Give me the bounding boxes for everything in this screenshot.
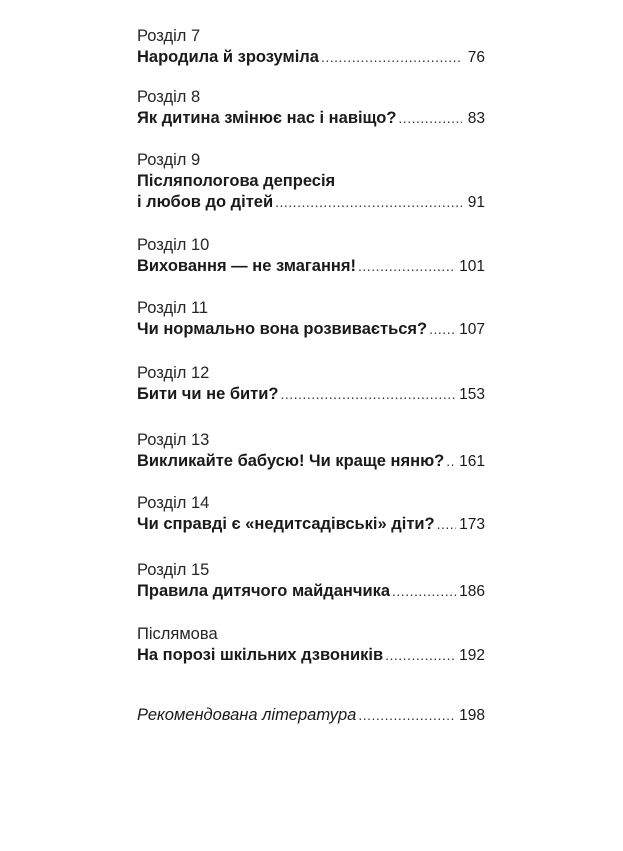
toc-entry-chapter-15[interactable] <box>137 560 485 602</box>
chapter-label: Розділ 7 <box>137 27 201 45</box>
toc-entry-chapter-14[interactable] <box>137 493 485 535</box>
toc-entry-chapter-9[interactable] <box>137 150 485 213</box>
dot-leader <box>429 319 456 340</box>
dot-leader <box>280 384 456 405</box>
toc-line <box>137 192 485 213</box>
toc-entry-chapter-10[interactable] <box>137 235 485 277</box>
chapter-title: Чи справді є «недитсадівські» діти? <box>137 515 435 533</box>
toc-entry-chapter-12[interactable] <box>137 363 485 405</box>
page-number: 76 <box>467 49 485 66</box>
chapter-title: Виховання — не змагання! <box>137 257 357 275</box>
toc-line <box>137 514 485 535</box>
page-number: 173 <box>459 516 485 533</box>
chapter-title: На порозі шкільних дзвоників <box>137 646 384 664</box>
chapter-label: Розділ 14 <box>137 494 210 512</box>
chapter-title: Правила дитячого майданчика <box>137 582 391 600</box>
toc-line <box>137 319 485 340</box>
toc-line <box>137 645 485 666</box>
chapter-title: Народила й зрозуміла <box>137 48 319 66</box>
chapter-label: Розділ 11 <box>137 299 209 317</box>
chapter-label: Розділ 15 <box>137 561 210 579</box>
toc-entry-recommended-literature[interactable] <box>137 705 485 726</box>
chapter-title: Бити чи не бити? <box>137 385 279 403</box>
toc-entry-chapter-8[interactable] <box>137 87 485 129</box>
page-number: 186 <box>459 583 485 600</box>
toc-entry-afterword[interactable] <box>137 624 485 666</box>
dot-leader <box>385 645 456 666</box>
page-number: 83 <box>467 110 485 127</box>
chapter-title: Як дитина змінює нас і навіщо? <box>137 109 397 127</box>
chapter-label: Післямова <box>137 625 218 643</box>
toc-line <box>137 256 485 277</box>
dot-leader <box>321 47 462 68</box>
toc-line <box>137 581 485 602</box>
toc-entry-chapter-11[interactable] <box>137 298 485 340</box>
chapter-title: Рекомендована література <box>137 706 357 724</box>
page-number: 91 <box>467 194 485 211</box>
dot-leader <box>398 108 462 129</box>
toc-line <box>137 705 485 726</box>
dot-leader <box>446 451 456 472</box>
chapter-label: Розділ 8 <box>137 88 201 106</box>
page-number: 161 <box>459 453 485 470</box>
page-number: 192 <box>459 647 485 664</box>
page-number: 101 <box>459 258 485 275</box>
chapter-title: і любов до дітей <box>137 193 274 211</box>
chapter-title-line-1: Післяпологова депресія <box>137 172 336 190</box>
toc-entry-chapter-7[interactable] <box>137 26 485 68</box>
chapter-label: Розділ 10 <box>137 236 210 254</box>
chapter-label: Розділ 9 <box>137 151 201 169</box>
dot-leader <box>437 514 456 535</box>
page-number: 153 <box>459 386 485 403</box>
dot-leader <box>275 192 462 213</box>
dot-leader <box>392 581 456 602</box>
toc-line <box>137 451 485 472</box>
toc-line <box>137 108 485 129</box>
page-number: 198 <box>459 707 485 724</box>
dot-leader <box>358 256 456 277</box>
toc-entry-chapter-13[interactable] <box>137 430 485 472</box>
chapter-label: Розділ 13 <box>137 431 210 449</box>
chapter-title: Чи нормально вона розвивається? <box>137 320 428 338</box>
toc-line <box>137 47 485 68</box>
chapter-label: Розділ 12 <box>137 364 210 382</box>
chapter-title: Викликайте бабусю! Чи краще няню? <box>137 452 445 470</box>
dot-leader <box>358 705 456 726</box>
page-number: 107 <box>459 321 485 338</box>
toc-line <box>137 384 485 405</box>
